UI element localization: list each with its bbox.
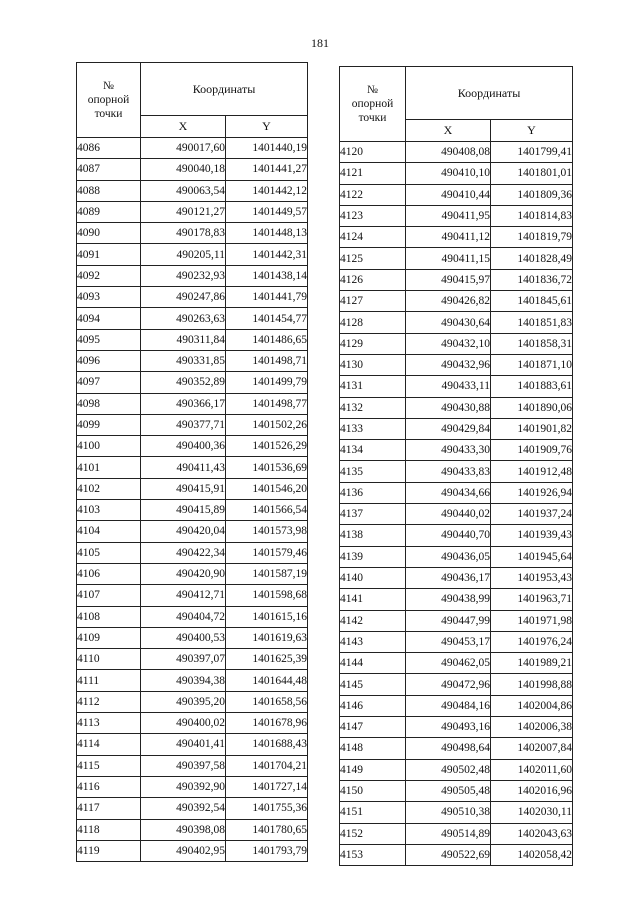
x-coordinate-cell: 490040,18 [141, 159, 226, 180]
y-coordinate-cell: 1401438,14 [226, 265, 308, 286]
point-number-cell: 4092 [77, 265, 141, 286]
table-row [77, 542, 308, 563]
table-row [77, 244, 308, 265]
point-number-cell: 4150 [340, 780, 406, 801]
y-header: Y [226, 116, 308, 138]
point-number-cell: 4112 [77, 691, 141, 712]
table-row [77, 308, 308, 329]
table-row [340, 738, 573, 759]
point-number-cell: 4143 [340, 631, 406, 652]
x-coordinate-cell: 490411,12 [406, 227, 491, 248]
x-coordinate-cell: 490436,17 [406, 567, 491, 588]
table-row [340, 631, 573, 652]
point-number-cell: 4144 [340, 653, 406, 674]
y-coordinate-cell: 1401971,98 [491, 610, 573, 631]
y-coordinate-cell: 1401799,41 [491, 142, 573, 163]
y-coordinate-cell: 1401573,98 [226, 521, 308, 542]
y-coordinate-cell: 1401845,61 [491, 291, 573, 312]
x-coordinate-cell: 490522,69 [406, 844, 491, 865]
table-row [77, 372, 308, 393]
y-coordinate-cell: 1401926,94 [491, 482, 573, 503]
table-row [340, 163, 573, 184]
y-coordinate-cell: 1401851,83 [491, 312, 573, 333]
point-number-cell: 4115 [77, 755, 141, 776]
point-number-cell: 4124 [340, 227, 406, 248]
x-coordinate-cell: 490440,02 [406, 504, 491, 525]
y-coordinate-cell: 1401546,20 [226, 478, 308, 499]
table-row [77, 287, 308, 308]
table-row [340, 759, 573, 780]
point-number-cell: 4121 [340, 163, 406, 184]
y-coordinate-cell: 1401836,72 [491, 269, 573, 290]
table-row [77, 798, 308, 819]
x-coordinate-cell: 490514,89 [406, 823, 491, 844]
table-row [340, 269, 573, 290]
x-coordinate-cell: 490447,99 [406, 610, 491, 631]
point-number-cell: 4086 [77, 138, 141, 159]
point-number-cell: 4090 [77, 223, 141, 244]
x-coordinate-cell: 490400,36 [141, 436, 226, 457]
point-number-cell: 4109 [77, 627, 141, 648]
x-coordinate-cell: 490410,44 [406, 184, 491, 205]
table-row [77, 478, 308, 499]
x-coordinate-cell: 490404,72 [141, 606, 226, 627]
y-coordinate-cell: 1401819,79 [491, 227, 573, 248]
point-number-cell: 4119 [77, 840, 141, 861]
y-coordinate-cell: 1401566,54 [226, 500, 308, 521]
point-number-cell: 4141 [340, 589, 406, 610]
y-coordinate-cell: 1401442,31 [226, 244, 308, 265]
table-body-right [340, 142, 573, 866]
x-coordinate-cell: 490400,02 [141, 713, 226, 734]
point-number-cell: 4111 [77, 670, 141, 691]
x-coordinate-cell: 490426,82 [406, 291, 491, 312]
table-row [340, 440, 573, 461]
table-row [77, 159, 308, 180]
x-coordinate-cell: 490352,89 [141, 372, 226, 393]
point-number-cell: 4145 [340, 674, 406, 695]
x-coordinate-cell: 490411,43 [141, 457, 226, 478]
x-coordinate-cell: 490436,05 [406, 546, 491, 567]
point-number-cell: 4114 [77, 734, 141, 755]
point-number-cell: 4100 [77, 436, 141, 457]
coordinates-table-right [339, 66, 573, 866]
point-number-header: № опорной точки [77, 63, 141, 138]
point-number-cell: 4137 [340, 504, 406, 525]
y-coordinate-cell: 1401486,65 [226, 329, 308, 350]
x-coordinate-cell: 490498,64 [406, 738, 491, 759]
page-number: 181 [311, 36, 329, 50]
table-row [340, 653, 573, 674]
x-coordinate-cell: 490397,07 [141, 649, 226, 670]
point-number-cell: 4113 [77, 713, 141, 734]
x-coordinate-cell: 490401,41 [141, 734, 226, 755]
table-row [77, 755, 308, 776]
y-coordinate-cell: 1401498,71 [226, 350, 308, 371]
y-coordinate-cell: 1401499,79 [226, 372, 308, 393]
table-row [77, 819, 308, 840]
point-number-cell: 4122 [340, 184, 406, 205]
point-number-cell: 4126 [340, 269, 406, 290]
table-row [340, 418, 573, 439]
point-number-cell: 4104 [77, 521, 141, 542]
x-coordinate-cell: 490433,11 [406, 376, 491, 397]
x-coordinate-cell: 490430,88 [406, 397, 491, 418]
y-coordinate-cell: 1401704,21 [226, 755, 308, 776]
table-row [340, 546, 573, 567]
x-coordinate-cell: 490408,08 [406, 142, 491, 163]
y-coordinate-cell: 1401901,82 [491, 418, 573, 439]
x-coordinate-cell: 490063,54 [141, 180, 226, 201]
point-number-cell: 4127 [340, 291, 406, 312]
x-coordinate-cell: 490311,84 [141, 329, 226, 350]
table-row [77, 776, 308, 797]
table-row [340, 674, 573, 695]
y-coordinate-cell: 1401828,49 [491, 248, 573, 269]
table-row [340, 567, 573, 588]
table-row [77, 138, 308, 159]
y-coordinate-cell: 1401449,57 [226, 201, 308, 222]
x-coordinate-cell: 490434,66 [406, 482, 491, 503]
point-number-cell: 4125 [340, 248, 406, 269]
point-number-cell: 4133 [340, 418, 406, 439]
x-coordinate-cell: 490432,96 [406, 354, 491, 375]
point-number-cell: 4139 [340, 546, 406, 567]
y-coordinate-cell: 1401678,96 [226, 713, 308, 734]
x-coordinate-cell: 490484,16 [406, 695, 491, 716]
point-number-cell: 4129 [340, 333, 406, 354]
coordinates-table-left [76, 62, 308, 862]
x-coordinate-cell: 490415,89 [141, 500, 226, 521]
table-body-left [77, 138, 308, 862]
y-coordinate-cell: 1401441,27 [226, 159, 308, 180]
y-coordinate-cell: 1401579,46 [226, 542, 308, 563]
table-row [340, 291, 573, 312]
point-number-cell: 4153 [340, 844, 406, 865]
point-number-cell: 4087 [77, 159, 141, 180]
point-number-cell: 4148 [340, 738, 406, 759]
table-row [77, 436, 308, 457]
y-coordinate-cell: 1401890,06 [491, 397, 573, 418]
point-number-cell: 4135 [340, 461, 406, 482]
point-number-cell: 4134 [340, 440, 406, 461]
point-number-cell: 4110 [77, 649, 141, 670]
point-number-cell: 4089 [77, 201, 141, 222]
table-row [340, 205, 573, 226]
y-coordinate-cell: 1401945,64 [491, 546, 573, 567]
x-coordinate-cell: 490422,34 [141, 542, 226, 563]
y-coordinate-cell: 1401619,63 [226, 627, 308, 648]
y-coordinate-cell: 1401976,24 [491, 631, 573, 652]
table-row [340, 184, 573, 205]
x-coordinate-cell: 490377,71 [141, 414, 226, 435]
table-row [77, 734, 308, 755]
x-coordinate-cell: 490505,48 [406, 780, 491, 801]
point-number-cell: 4140 [340, 567, 406, 588]
y-coordinate-cell: 1401989,21 [491, 653, 573, 674]
table-row [77, 627, 308, 648]
y-coordinate-cell: 1401440,19 [226, 138, 308, 159]
point-number-cell: 4099 [77, 414, 141, 435]
table-row [340, 142, 573, 163]
y-coordinate-cell: 1401536,69 [226, 457, 308, 478]
x-coordinate-cell: 490232,93 [141, 265, 226, 286]
point-number-cell: 4098 [77, 393, 141, 414]
point-number-cell: 4106 [77, 563, 141, 584]
point-number-cell: 4147 [340, 717, 406, 738]
table-row [77, 691, 308, 712]
y-coordinate-cell: 1401953,43 [491, 567, 573, 588]
y-coordinate-cell: 1401939,43 [491, 525, 573, 546]
table-row [77, 840, 308, 861]
y-coordinate-cell: 1401644,48 [226, 670, 308, 691]
table-row [77, 180, 308, 201]
point-number-cell: 4094 [77, 308, 141, 329]
table-row [77, 606, 308, 627]
point-number-cell: 4128 [340, 312, 406, 333]
x-coordinate-cell: 490462,05 [406, 653, 491, 674]
y-coordinate-cell: 1401793,79 [226, 840, 308, 861]
y-coordinate-cell: 1401809,36 [491, 184, 573, 205]
y-coordinate-cell: 1401658,56 [226, 691, 308, 712]
x-coordinate-cell: 490432,10 [406, 333, 491, 354]
point-number-cell: 4096 [77, 350, 141, 371]
table-row [340, 802, 573, 823]
x-coordinate-cell: 490510,38 [406, 802, 491, 823]
y-coordinate-cell: 1401598,68 [226, 585, 308, 606]
y-coordinate-cell: 1402011,60 [491, 759, 573, 780]
point-number-cell: 4123 [340, 205, 406, 226]
point-number-cell: 4146 [340, 695, 406, 716]
x-coordinate-cell: 490493,16 [406, 717, 491, 738]
y-coordinate-cell: 1401448,13 [226, 223, 308, 244]
x-coordinate-cell: 490247,86 [141, 287, 226, 308]
y-coordinate-cell: 1401441,79 [226, 287, 308, 308]
point-number-cell: 4105 [77, 542, 141, 563]
y-coordinate-cell: 1401963,71 [491, 589, 573, 610]
y-coordinate-cell: 1401998,88 [491, 674, 573, 695]
x-header: X [406, 120, 491, 142]
point-number-cell: 4097 [77, 372, 141, 393]
y-coordinate-cell: 1401909,76 [491, 440, 573, 461]
table-row [77, 649, 308, 670]
point-number-cell: 4101 [77, 457, 141, 478]
x-coordinate-cell: 490205,11 [141, 244, 226, 265]
point-number-cell: 4151 [340, 802, 406, 823]
point-number-cell: 4132 [340, 397, 406, 418]
table-row [77, 201, 308, 222]
table-row [340, 227, 573, 248]
table-row [340, 376, 573, 397]
point-number-cell: 4117 [77, 798, 141, 819]
y-coordinate-cell: 1401858,31 [491, 333, 573, 354]
y-coordinate-cell: 1402058,42 [491, 844, 573, 865]
x-coordinate-cell: 490430,64 [406, 312, 491, 333]
x-coordinate-cell: 490410,10 [406, 163, 491, 184]
coordinates-header: Координаты [406, 67, 573, 120]
table-row [340, 333, 573, 354]
y-coordinate-cell: 1402006,38 [491, 717, 573, 738]
point-number-cell: 4149 [340, 759, 406, 780]
table-row [340, 461, 573, 482]
point-number-cell: 4103 [77, 500, 141, 521]
y-coordinate-cell: 1401688,43 [226, 734, 308, 755]
x-coordinate-cell: 490411,95 [406, 205, 491, 226]
point-number-cell: 4138 [340, 525, 406, 546]
y-header: Y [491, 120, 573, 142]
table-row [340, 354, 573, 375]
table-row [77, 265, 308, 286]
table-row [340, 482, 573, 503]
point-number-cell: 4142 [340, 610, 406, 631]
coordinates-header: Координаты [141, 63, 308, 116]
table-row [77, 563, 308, 584]
table-row [77, 457, 308, 478]
x-coordinate-cell: 490453,17 [406, 631, 491, 652]
x-coordinate-cell: 490472,96 [406, 674, 491, 695]
point-number-cell: 4130 [340, 354, 406, 375]
x-coordinate-cell: 490440,70 [406, 525, 491, 546]
point-number-cell: 4116 [77, 776, 141, 797]
x-coordinate-cell: 490178,83 [141, 223, 226, 244]
x-coordinate-cell: 490438,99 [406, 589, 491, 610]
table-row [77, 414, 308, 435]
x-coordinate-cell: 490400,53 [141, 627, 226, 648]
table-row [340, 589, 573, 610]
point-number-cell: 4102 [77, 478, 141, 499]
y-coordinate-cell: 1401801,01 [491, 163, 573, 184]
table-row [77, 670, 308, 691]
y-coordinate-cell: 1402016,96 [491, 780, 573, 801]
y-coordinate-cell: 1401454,77 [226, 308, 308, 329]
y-coordinate-cell: 1401498,77 [226, 393, 308, 414]
y-coordinate-cell: 1402007,84 [491, 738, 573, 759]
y-coordinate-cell: 1401755,36 [226, 798, 308, 819]
x-coordinate-cell: 490502,48 [406, 759, 491, 780]
table-row [77, 329, 308, 350]
point-number-cell: 4093 [77, 287, 141, 308]
x-coordinate-cell: 490420,04 [141, 521, 226, 542]
table-row [77, 500, 308, 521]
y-coordinate-cell: 1401615,16 [226, 606, 308, 627]
x-coordinate-cell: 490429,84 [406, 418, 491, 439]
x-coordinate-cell: 490121,27 [141, 201, 226, 222]
y-coordinate-cell: 1401883,61 [491, 376, 573, 397]
point-number-cell: 4091 [77, 244, 141, 265]
x-coordinate-cell: 490433,83 [406, 461, 491, 482]
table-row [340, 823, 573, 844]
x-coordinate-cell: 490263,63 [141, 308, 226, 329]
x-coordinate-cell: 490331,85 [141, 350, 226, 371]
x-coordinate-cell: 490392,54 [141, 798, 226, 819]
point-number-cell: 4088 [77, 180, 141, 201]
y-coordinate-cell: 1401625,39 [226, 649, 308, 670]
y-coordinate-cell: 1401526,29 [226, 436, 308, 457]
x-header: X [141, 116, 226, 138]
x-coordinate-cell: 490415,97 [406, 269, 491, 290]
table-row [77, 713, 308, 734]
y-coordinate-cell: 1401937,24 [491, 504, 573, 525]
x-coordinate-cell: 490402,95 [141, 840, 226, 861]
y-coordinate-cell: 1402004,86 [491, 695, 573, 716]
y-coordinate-cell: 1401814,83 [491, 205, 573, 226]
x-coordinate-cell: 490394,38 [141, 670, 226, 691]
y-coordinate-cell: 1401912,48 [491, 461, 573, 482]
x-coordinate-cell: 490415,91 [141, 478, 226, 499]
x-coordinate-cell: 490412,71 [141, 585, 226, 606]
table-row [340, 610, 573, 631]
point-number-cell: 4136 [340, 482, 406, 503]
table-row [77, 223, 308, 244]
table-row [77, 521, 308, 542]
table-row [340, 717, 573, 738]
table-row [77, 393, 308, 414]
x-coordinate-cell: 490395,20 [141, 691, 226, 712]
table-row [340, 248, 573, 269]
x-coordinate-cell: 490411,15 [406, 248, 491, 269]
x-coordinate-cell: 490420,90 [141, 563, 226, 584]
point-number-header: № опорной точки [340, 67, 406, 142]
y-coordinate-cell: 1401727,14 [226, 776, 308, 797]
point-number-cell: 4131 [340, 376, 406, 397]
x-coordinate-cell: 490366,17 [141, 393, 226, 414]
x-coordinate-cell: 490398,08 [141, 819, 226, 840]
table-row [340, 780, 573, 801]
y-coordinate-cell: 1402043,63 [491, 823, 573, 844]
x-coordinate-cell: 490392,90 [141, 776, 226, 797]
y-coordinate-cell: 1401587,19 [226, 563, 308, 584]
y-coordinate-cell: 1401780,65 [226, 819, 308, 840]
y-coordinate-cell: 1402030,11 [491, 802, 573, 823]
table-row [340, 695, 573, 716]
x-coordinate-cell: 490433,30 [406, 440, 491, 461]
table-row [340, 525, 573, 546]
table-row [77, 350, 308, 371]
y-coordinate-cell: 1401871,10 [491, 354, 573, 375]
point-number-cell: 4108 [77, 606, 141, 627]
table-row [77, 585, 308, 606]
table-row [340, 844, 573, 865]
point-number-cell: 4120 [340, 142, 406, 163]
y-coordinate-cell: 1401502,26 [226, 414, 308, 435]
point-number-cell: 4152 [340, 823, 406, 844]
table-row [340, 312, 573, 333]
point-number-cell: 4118 [77, 819, 141, 840]
point-number-cell: 4107 [77, 585, 141, 606]
point-number-cell: 4095 [77, 329, 141, 350]
y-coordinate-cell: 1401442,12 [226, 180, 308, 201]
x-coordinate-cell: 490397,58 [141, 755, 226, 776]
table-row [340, 504, 573, 525]
x-coordinate-cell: 490017,60 [141, 138, 226, 159]
table-row [340, 397, 573, 418]
